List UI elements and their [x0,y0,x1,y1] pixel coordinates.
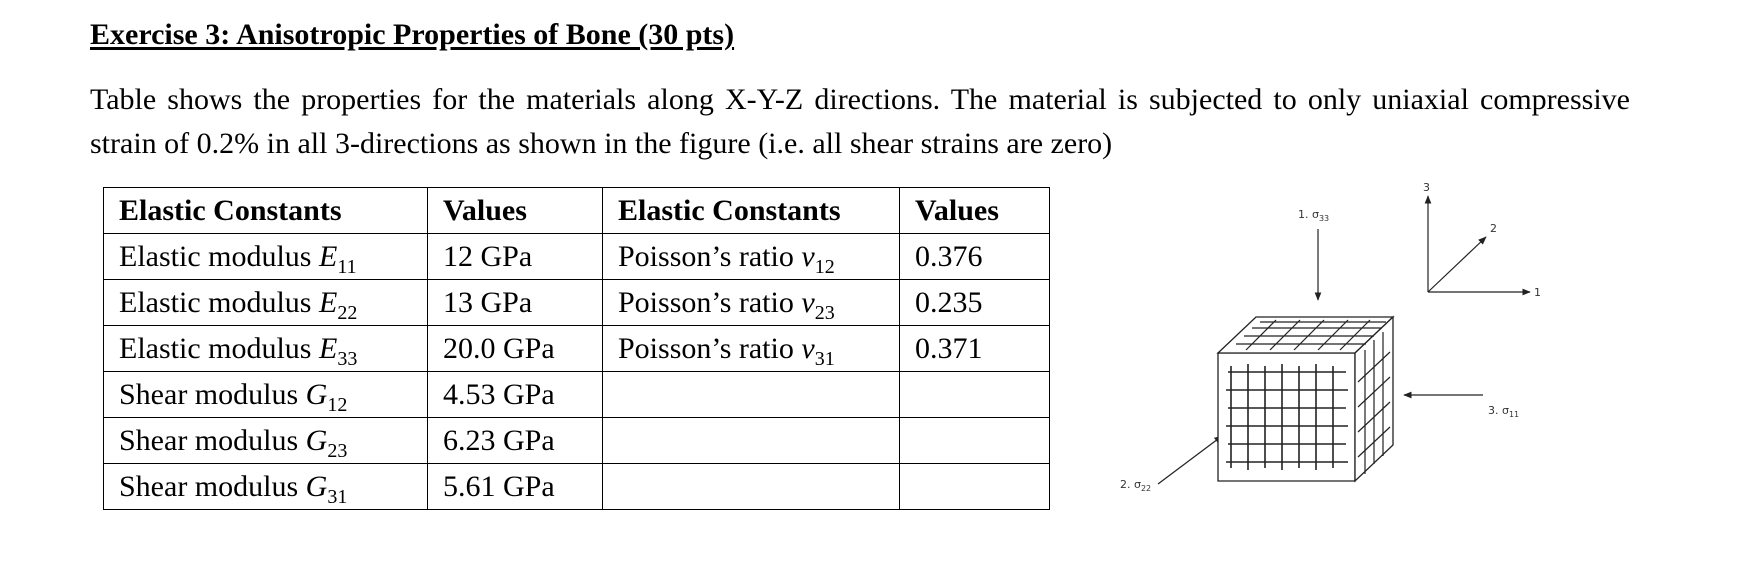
axis-label-2: 2 [1490,222,1497,235]
axis-label-3: 3 [1423,181,1430,194]
load-label-right: 3. $\sigma_{11}$ [1488,404,1520,419]
exercise-heading: Exercise 3: Anisotropic Properties of Bone (30 pts) [90,18,735,51]
table-row [104,418,1050,464]
table-cell-empty [900,372,1050,418]
table-cell: Poisson’s ratio $\nu_{31}$ [603,326,900,372]
table-row [104,280,1050,326]
load-label-top: 1. $\sigma_{33}$ [1298,208,1330,223]
table-cell-empty [900,418,1050,464]
table-row [104,372,1050,418]
column-header: Values [428,188,603,234]
table-cell: 12 GPa [428,234,603,280]
table-cell: Shear modulus $G_{31}$ [104,464,428,510]
table-row [104,234,1050,280]
coordinate-axes-icon [1428,196,1530,292]
properties-table [103,187,1050,510]
table-cell: 0.371 [900,326,1050,372]
loading-figure [1118,181,1606,512]
table-row [104,464,1050,510]
table-cell: 4.53 GPa [428,372,603,418]
table-cell: 20.0 GPa [428,326,603,372]
axis-label-1: 1 [1534,286,1541,299]
table-cell: Elastic modulus $E_{22}$ [104,280,428,326]
table-cell: Poisson’s ratio $\nu_{23}$ [603,280,900,326]
cube-loading-diagram [1118,181,1606,512]
table-header-row [104,188,1050,234]
column-header: Elastic Constants [104,188,428,234]
column-header: Values [900,188,1050,234]
table-cell: Shear modulus $G_{12}$ [104,372,428,418]
table-cell: Poisson’s ratio $\nu_{12}$ [603,234,900,280]
load-arrow-left [1158,436,1222,484]
table-cell-empty [900,464,1050,510]
table-cell: 0.235 [900,280,1050,326]
table-cell: Shear modulus $G_{23}$ [104,418,428,464]
table-cell-empty [603,464,900,510]
table-cell-empty [603,418,900,464]
table-cell: 6.23 GPa [428,418,603,464]
table-cell: Elastic modulus $E_{33}$ [104,326,428,372]
table-cell: 13 GPa [428,280,603,326]
table-row [104,326,1050,372]
table-cell-empty [603,372,900,418]
table-cell: 0.376 [900,234,1050,280]
problem-statement: Table shows the properties for the materials along X-Y-Z directions. The material is subjected to only uniaxial compressive strain of 0.2% in all 3-directions as shown in the figure (i.e. all shear strains are zero) [90,83,1630,160]
table-cell: Elastic modulus $E_{11}$ [104,234,428,280]
column-header: Elastic Constants [603,188,900,234]
load-label-left: 2. $\sigma_{22}$ [1120,478,1152,493]
table-cell: 5.61 GPa [428,464,603,510]
cube-icon [1218,317,1393,481]
